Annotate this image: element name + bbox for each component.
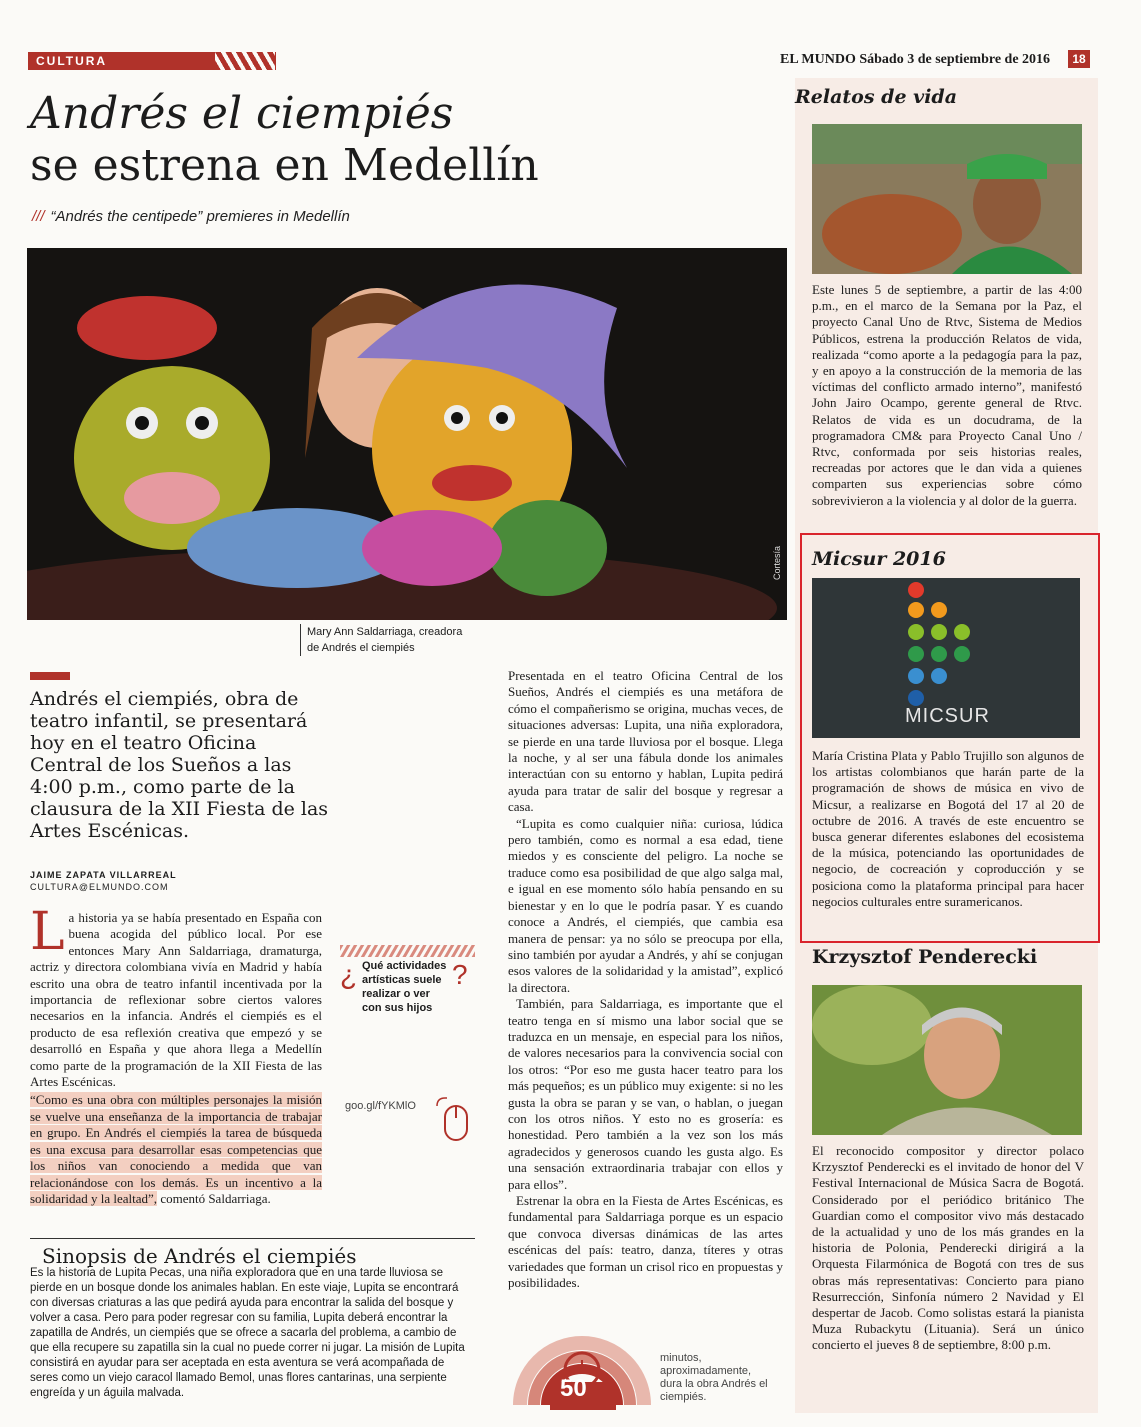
caption-line-1: Mary Ann Saldarriaga, creadora [307, 626, 463, 638]
penderecki-body: El reconocido compositor y director polaco Krzysztof Penderecki es el invitado de honor del V Festival Internacional de Música Sacra de Bogotá. Considerado por el periódico británico The Guardian como el compositor vivo más destacado de la actualidad y uno de los más grandes en la historia de Polonia, Penderecki dirigirá a la Orquesta Filarmónica de Bogotá con tres de sus obras más representativas: Concierto para piano Resurrección, Sinfonía número 2 Navidad y El despertar de Jacob. Como solistas estará la pianista Muza Rubackytu (Lituania). Será un único concierto el jueves 8 de septiembre, 8:00 p.m. [812, 1143, 1084, 1353]
question-mark-left-icon: ¿ [340, 959, 358, 990]
micsur-logo-text: MICSUR [905, 705, 990, 727]
section-stripes [215, 52, 275, 70]
section-tag: CULTURA [28, 52, 276, 70]
quote-attribution: comentó Saldarriaga. [160, 1190, 271, 1206]
penderecki-title: Krzysztof Penderecki [812, 946, 1038, 968]
column-2-paragraph-2: “Lupita es como cualquier niña: curiosa, lúdica pero también, como es normal a esa edad, tiene miedos y es consciente del peligro. La noche se traduce como esa posibilidad de que algo salga mal, e igual en ese momento sólo había pensando en su bienestar y en lo que le podría pasar. Y es cuando conoce a Andrés, el ciempiés, que cambia esa manera de pensar: ya no sólo se preocupa por ella, sino también por ayudar a Andrés, y ahí se conjugan esos valores de la solidaridad y la amistad”, explicó la directora. [508, 815, 783, 995]
byline: JAIME ZAPATA VILLARREAL [30, 870, 177, 880]
relatos-title: Relatos de vida [795, 86, 958, 108]
column-2-paragraph-4: Estrenar la obra en la Fiesta de Artes Escénicas, es fundamental para Saldarriaga porque es un espacio que convoca diversas dinámicas de las artes escénicas del país: teatro, danza, títeres y otras variedades que forman un crisol rico en propuestas y posibilidades. [508, 1193, 783, 1291]
woman-portrait-illustration [812, 124, 1082, 274]
stat-number: 50 [560, 1375, 587, 1402]
lead-accent-bar [30, 672, 70, 680]
subtitle-slashes: /// [32, 208, 45, 225]
page-number: 18 [1068, 50, 1090, 68]
penderecki-photo [812, 985, 1082, 1135]
lead-paragraph: Andrés el ciempiés, obra de teatro infantil, se presentará hoy en el teatro Oficina Central de los Sueños a las 4:00 p.m., como parte de la clausura de la XII Fiesta de las Artes Escénicas. [30, 688, 329, 842]
micsur-body: María Cristina Plata y Pablo Trujillo son algunos de los artistas colombianos que harán parte de la programación de shows de música en vivo de Micsur, a realizarse en Bogotá del 17 al 20 de octubre de 2016. A través de este encuentro se busca generar diferentes eslabones del ecosistema de la música, potenciando las oportunidades de negocio, de cocreación y coproducción y se posiciona como la plataforma principal para hacer negocios culturales entre suramericanos. [812, 748, 1084, 909]
column-2-paragraph-1: Presentada en el teatro Oficina Central de los Sueños, Andrés el ciempiés es una metáfora de cómo el compañerismo se origina, muchas veces, de situaciones adversas: Lupita, una niña exploradora, se pierde en una tarde lluviosa por el bosque. Llega la noche, y al ser una fábula donde los animales interactúan con su entorno y hablan, Lupita pedirá ayuda para tratar de salir del bosque y regresar a casa. [508, 668, 783, 815]
main-photo [27, 248, 787, 620]
subtitle [32, 208, 350, 225]
question-box-stripes [340, 945, 475, 957]
column-1-paragraph: a historia ya se había presentado en España con buena acogida del público local. Por ese entonces Mary Ann Saldarriaga, dramaturga, actriz y directora colombiana vivía en Madrid y había escrito una obra de teatro infantil incentivada por la importancia de reflexionar sobre ciertos valores necesarios en la infancia. Andrés el ciempiés es el producto de esa reflexión creativa que empezó y se desarrolló en España y que ahora llega a Medellín como parte de la programación de la XII Fiesta de las Artes Escénicas. [30, 910, 322, 1090]
dropcap: L [30, 902, 65, 962]
masthead: EL MUNDO Sábado 3 de septiembre de 2016 [780, 52, 1051, 67]
survey-link[interactable]: goo.gl/fYKMlO [345, 1100, 416, 1112]
man-portrait-illustration [812, 985, 1082, 1135]
highlighted-quote: “Como es una obra con múltiples personajes la misión se vuelve una enseñanza de la importancia de trabajar en grupo. En Andrés el ciempiés la tarea de búsqueda es una excusa para desarrollar esas competencias que los niños van conociendo a medida que van relacionándose con los demás. Es un incentivo a la solidaridad y la lealtad”, [30, 1092, 322, 1206]
author-email: CULTURA@ELMUNDO.COM [30, 882, 169, 892]
mouse-icon [435, 1096, 471, 1144]
article-column-1 [30, 902, 322, 1207]
relatos-body: Este lunes 5 de septiembre, a partir de las 4:00 p.m., en el marco de la Semana por la Paz, el proyecto Canal Uno de Rtvc, Sistema de Medios Públicos, estrena la producción Relatos de vida, realizada “como aporte a la pedagogía para la paz, y en apoyo a la construcción de la memoria de las víctimas del conflicto armado interno”, manifestó John Jairo Ocampo, gerente general de Rtvc. Relatos de vida es un docudrama, de la programadora CM& para Proyecto Canal Uno / Rtvc, conformada por seis historias reales, recreadas por actores que le dan vida a quienes comparten sus experiencias sobre cómo sobrevivieron a la violencia y al dolor de la guerra. [812, 282, 1082, 508]
question-mark-right-icon: ? [452, 959, 468, 990]
column-2-paragraph-3: También, para Saldarriaga, es importante que el teatro tenga en sí mismo una labor social que se traduzca en un mensaje, en especial para los niños, de valores necesarios para la convivencia social con los otros: “Por eso me gusta hacer teatro para los más pequeños; es un público muy exigente: si no les gusta la obra se paran y se van, o hablan, o juegan con los otros niños. Y esto no es grosería: es honestidad. Pero también a la vez son los más agradecidos y generosos cuando les gusta algo. Es una sensación extraordinaria trabajar con ellos y para ellos”. [508, 996, 783, 1192]
stat-caption: minutos, aproximadamente, dura la obra Andrés el ciempiés. [660, 1352, 768, 1403]
caption-line-2: de Andrés el ciempiés [307, 642, 415, 654]
puppets-photo-illustration [27, 248, 787, 620]
subtitle-text: “Andrés the centipede” premieres in Medellín [50, 208, 350, 225]
headline [30, 88, 539, 192]
photo-caption [300, 624, 527, 656]
headline-line-2: se estrena en Medellín [30, 140, 539, 191]
question-box [340, 945, 475, 1065]
relatos-photo [812, 124, 1082, 274]
headline-line-1: Andrés el ciempiés [30, 88, 454, 139]
sinopsis-title: Sinopsis de Andrés el ciempiés [42, 1244, 357, 1268]
article-column-2 [508, 668, 783, 1291]
question-text: Qué actividades artísticas suele realizar o ver con sus hijos [362, 960, 447, 1014]
photo-credit: Cortesía [772, 545, 782, 580]
sinopsis-text: Es la historia de Lupita Pecas, una niña exploradora que en una tarde lluviosa se pierde en un bosque donde los animales hablan. En este viaje, Lupita se encontrará con diversas criaturas a las que pedirá ayuda para encontrar la salida del bosque y volver a casa. Pero para poder regresar con su familia, Lupita deberá encontrar la zapatilla de Andrés, un ciempiés que se ofrece a sacarla del problema, a cambio de que ella recupere su zapatilla sin la cual no puede correr ni jugar. La misión de Lupita consistirá en ayudar para ser aceptada en esta aventura se verá acompañada de seres como un viejo caracol llamado Bemol, unas flores cantarinas, una serpiente engreída y un águila malvada. [30, 1267, 465, 1399]
micsur-title: Micsur 2016 [812, 548, 946, 570]
